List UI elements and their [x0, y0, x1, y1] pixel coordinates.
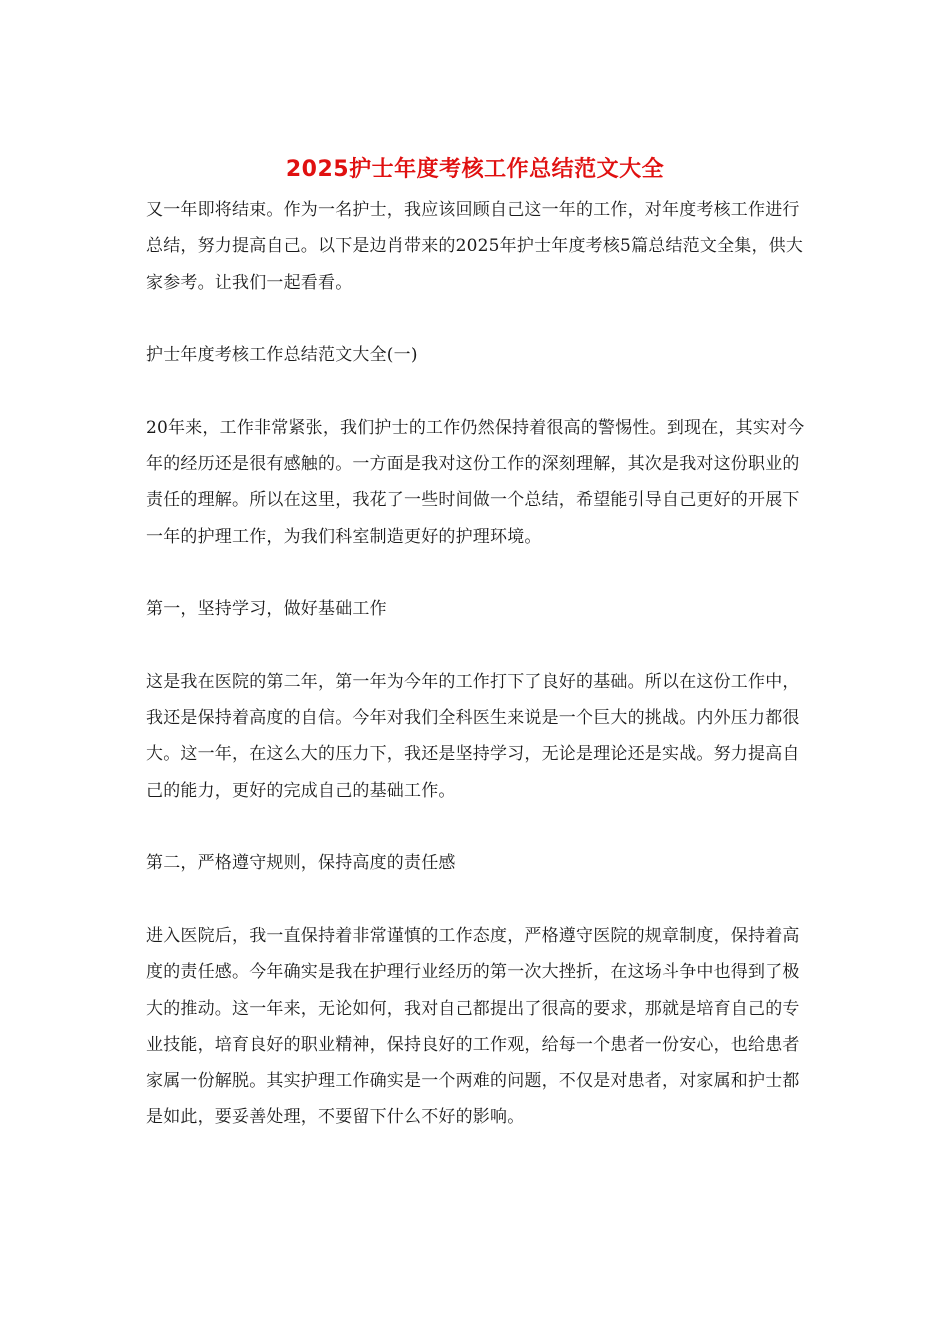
- body-paragraph-3: 进入医院后，我一直保持着非常谨慎的工作态度，严格遵守医院的规章制度，保持着高度的责任感。今年确实是我在护理行业经历的第一次大挫折，在这场斗争中也得到了极大的推动。这一年来，无论如何，我对自己都提出了很高的要求，那就是培育自己的专业技能，培育良好的职业精神，保持良好的工作观，给每一个患者一份安心，也给患者家属一份解脱。其实护理工作确实是一个两难的问题，不仅是对患者，对家属和护士都是如此，要妥善处理，不要留下什么不好的影响。: [146, 925, 800, 1128]
- document-title: 2025护士年度考核工作总结范文大全: [285, 157, 665, 182]
- paragraph-spacer: [146, 882, 810, 918]
- paragraph-spacer: [146, 628, 810, 664]
- paragraph-spacer: [146, 373, 810, 409]
- subheading-first: 第一，坚持学习，做好基础工作: [146, 599, 387, 620]
- intro-paragraph: 又一年即将结束。作为一名护士，我应该回顾自己这一年的工作，对年度考核工作进行总结，努力提高自己。以下是边肖带来的2025年护士年度考核5篇总结范文全集，供大家参考。让我们一起看看。: [146, 200, 804, 293]
- paragraph-spacer: [146, 555, 810, 591]
- paragraph-spacer: [146, 301, 810, 337]
- paragraph-spacer: [146, 809, 810, 845]
- document-body: [146, 192, 810, 1136]
- section-heading-1: 护士年度考核工作总结范文大全(一): [146, 345, 418, 366]
- body-paragraph-2: 这是我在医院的第二年，第一年为今年的工作打下了良好的基础。所以在这份工作中，我还是保持着高度的自信。今年对我们全科医生来说是一个巨大的挑战。内外压力都很大。这一年，在这么大的压力下，我还是坚持学习，无论是理论还是实战。努力提高自己的能力，更好的完成自己的基础工作。: [146, 671, 800, 801]
- body-paragraph-1: 20年来，工作非常紧张，我们护士的工作仍然保持着很高的警惕性。到现在，其实对今年的经历还是很有感触的。一方面是我对这份工作的深刻理解，其次是我对这份职业的责任的理解。所以在这里，我花了一些时间做一个总结，希望能引导自己更好的开展下一年的护理工作，为我们科室制造更好的护理环境。: [146, 417, 805, 547]
- subheading-second: 第二，严格遵守规则，保持高度的责任感: [146, 853, 456, 874]
